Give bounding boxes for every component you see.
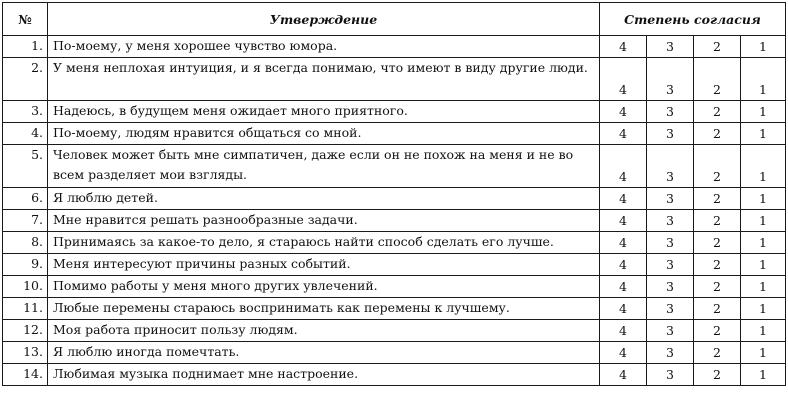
statement-text: Принимаясь за какое-то дело, я стараюсь найти способ сделать его лучше.: [48, 232, 600, 254]
row-number: 4.: [3, 123, 48, 145]
row-number: 1.: [3, 36, 48, 58]
agreement-score-2[interactable]: 2: [694, 364, 741, 386]
number-column-header: №: [3, 3, 48, 36]
row-number: 6.: [3, 188, 48, 210]
agreement-score-2[interactable]: 2: [694, 101, 741, 123]
agreement-score-4[interactable]: 4: [600, 36, 647, 58]
agreement-score-3[interactable]: 3: [647, 36, 694, 58]
statement-text: По-моему, у меня хорошее чувство юмора.: [48, 36, 600, 58]
agreement-score-2[interactable]: 2: [694, 298, 741, 320]
statement-text: У меня неплохая интуиция, и я всегда понимаю, что имеют в виду другие люди.: [48, 58, 600, 101]
agreement-score-1[interactable]: 1: [741, 364, 786, 386]
agreement-score-2[interactable]: 2: [694, 276, 741, 298]
agreement-score-3[interactable]: 3: [647, 210, 694, 232]
agreement-score-2[interactable]: 2: [694, 58, 741, 101]
agreement-score-1[interactable]: 1: [741, 298, 786, 320]
statement-text: Помимо работы у меня много других увлечений.: [48, 276, 600, 298]
agreement-score-2[interactable]: 2: [694, 123, 741, 145]
statement-text: Мне нравится решать разнообразные задачи.: [48, 210, 600, 232]
survey-table: [2, 2, 786, 386]
table-row: [3, 36, 786, 58]
agreement-score-4[interactable]: 4: [600, 276, 647, 298]
statement-text: Любые перемены стараюсь воспринимать как перемены к лучшему.: [48, 298, 600, 320]
agreement-score-1[interactable]: 1: [741, 58, 786, 101]
agreement-score-4[interactable]: 4: [600, 364, 647, 386]
agreement-score-2[interactable]: 2: [694, 145, 741, 188]
agreement-score-4[interactable]: 4: [600, 145, 647, 188]
agreement-score-3[interactable]: 3: [647, 188, 694, 210]
table-row: [3, 276, 786, 298]
agreement-score-4[interactable]: 4: [600, 123, 647, 145]
row-number: 12.: [3, 320, 48, 342]
agreement-score-4[interactable]: 4: [600, 188, 647, 210]
agreement-score-3[interactable]: 3: [647, 364, 694, 386]
statement-text: Человек может быть мне симпатичен, даже если он не похож на меня и не во всем разделяет мои взгляды.: [48, 145, 600, 188]
agreement-score-1[interactable]: 1: [741, 342, 786, 364]
table-row: [3, 145, 786, 188]
table-row: [3, 342, 786, 364]
row-number: 2.: [3, 58, 48, 101]
survey-body: [3, 36, 786, 386]
agreement-score-3[interactable]: 3: [647, 254, 694, 276]
table-row: [3, 101, 786, 123]
agreement-score-4[interactable]: 4: [600, 298, 647, 320]
agreement-score-4[interactable]: 4: [600, 342, 647, 364]
table-row: [3, 58, 786, 101]
agreement-score-3[interactable]: 3: [647, 232, 694, 254]
agreement-score-2[interactable]: 2: [694, 254, 741, 276]
agreement-score-2[interactable]: 2: [694, 36, 741, 58]
agreement-score-4[interactable]: 4: [600, 320, 647, 342]
agreement-score-3[interactable]: 3: [647, 276, 694, 298]
statement-text: По-моему, людям нравится общаться со мной.: [48, 123, 600, 145]
statement-column-header: Утверждение: [48, 3, 600, 36]
agreement-score-2[interactable]: 2: [694, 232, 741, 254]
agreement-score-2[interactable]: 2: [694, 342, 741, 364]
agreement-score-1[interactable]: 1: [741, 188, 786, 210]
agreement-column-header: Степень согласия: [600, 3, 786, 36]
statement-text: Любимая музыка поднимает мне настроение.: [48, 364, 600, 386]
agreement-score-3[interactable]: 3: [647, 320, 694, 342]
agreement-score-4[interactable]: 4: [600, 210, 647, 232]
row-number: 7.: [3, 210, 48, 232]
statement-text: Я люблю детей.: [48, 188, 600, 210]
table-row: [3, 210, 786, 232]
statement-text: Надеюсь, в будущем меня ожидает много приятного.: [48, 101, 600, 123]
agreement-score-1[interactable]: 1: [741, 276, 786, 298]
table-row: [3, 232, 786, 254]
header-row: [3, 3, 786, 36]
agreement-score-3[interactable]: 3: [647, 101, 694, 123]
agreement-score-4[interactable]: 4: [600, 232, 647, 254]
table-row: [3, 254, 786, 276]
agreement-score-2[interactable]: 2: [694, 188, 741, 210]
row-number: 9.: [3, 254, 48, 276]
agreement-score-1[interactable]: 1: [741, 101, 786, 123]
row-number: 11.: [3, 298, 48, 320]
row-number: 5.: [3, 145, 48, 188]
agreement-score-4[interactable]: 4: [600, 254, 647, 276]
agreement-score-3[interactable]: 3: [647, 298, 694, 320]
agreement-score-2[interactable]: 2: [694, 320, 741, 342]
row-number: 14.: [3, 364, 48, 386]
agreement-score-1[interactable]: 1: [741, 123, 786, 145]
table-row: [3, 298, 786, 320]
table-row: [3, 364, 786, 386]
row-number: 8.: [3, 232, 48, 254]
agreement-score-3[interactable]: 3: [647, 145, 694, 188]
table-row: [3, 123, 786, 145]
row-number: 3.: [3, 101, 48, 123]
agreement-score-1[interactable]: 1: [741, 145, 786, 188]
agreement-score-3[interactable]: 3: [647, 342, 694, 364]
statement-text: Моя работа приносит пользу людям.: [48, 320, 600, 342]
table-row: [3, 188, 786, 210]
agreement-score-3[interactable]: 3: [647, 123, 694, 145]
table-row: [3, 320, 786, 342]
agreement-score-1[interactable]: 1: [741, 36, 786, 58]
agreement-score-1[interactable]: 1: [741, 254, 786, 276]
agreement-score-1[interactable]: 1: [741, 210, 786, 232]
agreement-score-4[interactable]: 4: [600, 58, 647, 101]
agreement-score-1[interactable]: 1: [741, 232, 786, 254]
agreement-score-3[interactable]: 3: [647, 58, 694, 101]
row-number: 13.: [3, 342, 48, 364]
statement-text: Меня интересуют причины разных событий.: [48, 254, 600, 276]
agreement-score-1[interactable]: 1: [741, 320, 786, 342]
agreement-score-2[interactable]: 2: [694, 210, 741, 232]
agreement-score-4[interactable]: 4: [600, 101, 647, 123]
statement-text: Я люблю иногда помечтать.: [48, 342, 600, 364]
row-number: 10.: [3, 276, 48, 298]
